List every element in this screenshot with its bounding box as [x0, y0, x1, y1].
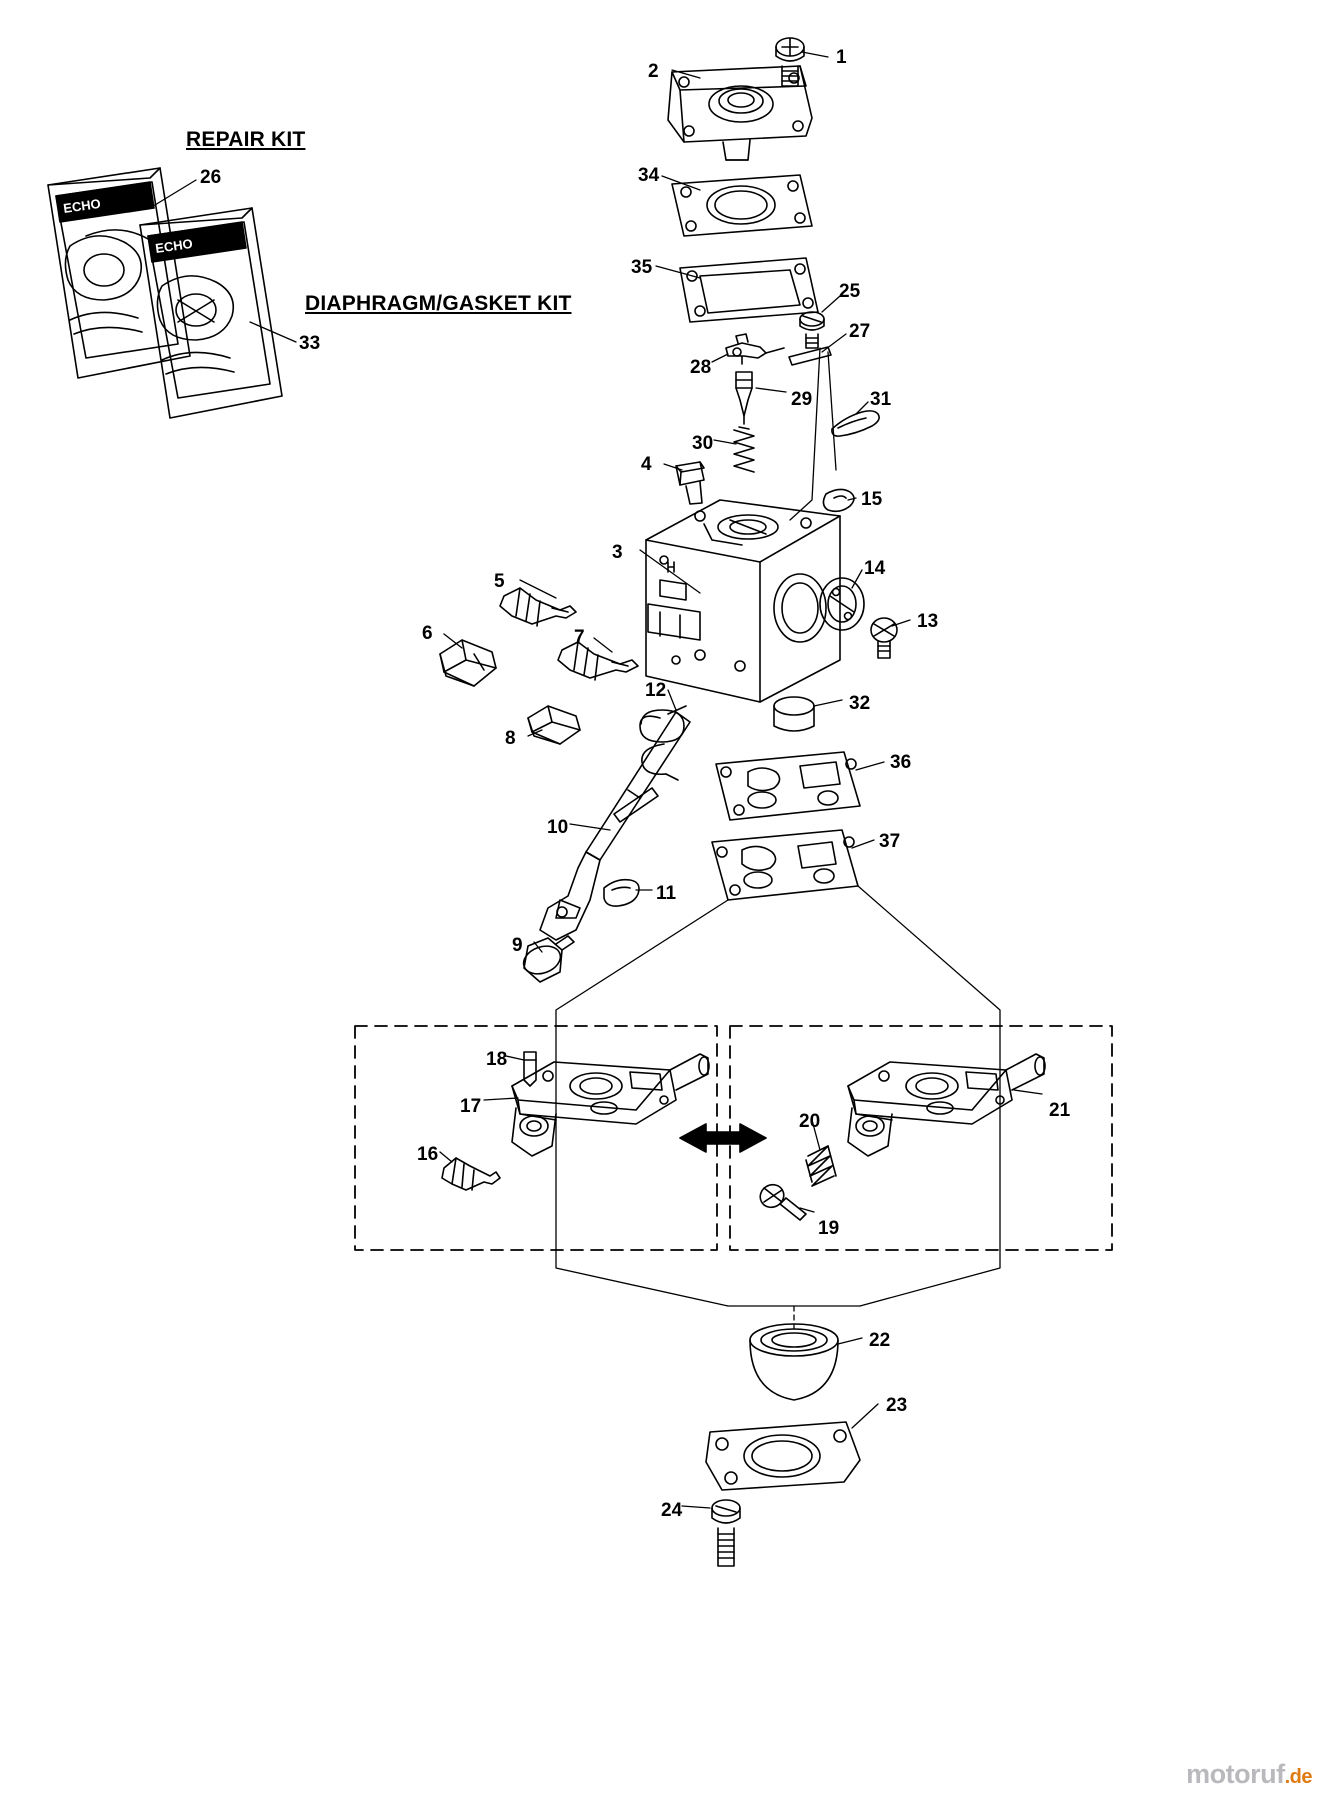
part-metering-body-21: [848, 1054, 1045, 1156]
section-title-diaphragm-gasket-kit: DIAPHRAGM/GASKET KIT: [305, 292, 572, 315]
callout-3: 3: [612, 542, 623, 563]
callout-14: 14: [864, 558, 886, 579]
callout-18: 18: [486, 1049, 508, 1070]
alternative-box-right: [730, 1026, 1112, 1250]
callout-25: 25: [839, 281, 861, 302]
callout-9: 9: [512, 935, 523, 956]
part-eclip-15: [823, 489, 854, 511]
callout-10: 10: [547, 817, 569, 838]
callout-22: 22: [869, 1330, 891, 1351]
callout-27: 27: [849, 321, 871, 342]
section-title-repair-kit: REPAIR KIT: [186, 128, 306, 151]
callout-29: 29: [791, 389, 813, 410]
callout-31: 31: [870, 389, 892, 410]
callout-32: 32: [849, 693, 871, 714]
part-screw-25: [800, 312, 824, 348]
callout-20: 20: [799, 1111, 821, 1132]
callout-37: 37: [879, 831, 901, 852]
callout-26: 26: [200, 167, 222, 188]
part-limiter-cap-8: [528, 706, 580, 744]
callout-16: 16: [417, 1144, 439, 1165]
svg-text:ECHO: ECHO: [154, 235, 194, 256]
part-metering-body-17: [512, 1054, 709, 1156]
part-spring-12: [640, 706, 686, 780]
part-needle-7: [558, 642, 638, 680]
alternatives-arrow: [680, 1124, 766, 1152]
callout-2: 2: [648, 61, 659, 82]
part-screw-19: [756, 1180, 806, 1220]
part-carburetor-body-3: [646, 500, 840, 702]
callout-1: 1: [836, 47, 847, 68]
watermark-suffix: .de: [1284, 1766, 1312, 1788]
part-plug-32: [774, 697, 814, 731]
part-screw-24: [712, 1500, 740, 1566]
part-metering-gasket-36: [716, 752, 860, 820]
part-pump-gasket-35: [680, 258, 818, 322]
callout-35: 35: [631, 257, 653, 278]
callout-36: 36: [890, 752, 912, 773]
callout-4: 4: [641, 454, 652, 475]
callout-19: 19: [818, 1218, 840, 1239]
part-fitting-4: [676, 462, 704, 504]
callout-17: 17: [460, 1096, 482, 1117]
part-primer-base-23: [706, 1422, 860, 1490]
assembly-guides: [556, 883, 1000, 1330]
part-pin-18: [524, 1052, 536, 1086]
callout-33: 33: [299, 333, 321, 354]
callout-7: 7: [574, 627, 585, 648]
part-inlet-needle-29: [736, 372, 752, 424]
leader-lines: [150, 52, 1042, 1508]
callout-13: 13: [917, 611, 939, 632]
part-pump-diaphragm-34: [672, 175, 812, 236]
part-spring-30: [734, 427, 754, 472]
part-clip-11: [604, 880, 639, 906]
part-pump-cover-2: [668, 66, 812, 160]
part-primer-bulb-22: [750, 1324, 838, 1400]
callout-8: 8: [505, 728, 516, 749]
part-screw-13: [871, 618, 897, 658]
part-roller-9: [520, 936, 574, 982]
callout-23: 23: [886, 1395, 908, 1416]
part-clip-31: [832, 411, 879, 436]
watermark-name: motoruf: [1186, 1759, 1285, 1789]
part-spring-20: [806, 1146, 836, 1186]
watermark: [1186, 1759, 1312, 1790]
callout-28: 28: [690, 357, 712, 378]
part-limiter-cap-6: [440, 640, 496, 686]
callout-21: 21: [1049, 1100, 1071, 1121]
callout-12: 12: [645, 680, 667, 701]
callout-11: 11: [656, 883, 677, 904]
svg-text:ECHO: ECHO: [62, 195, 102, 216]
part-screw-1: [776, 38, 804, 86]
part-screw-16: [442, 1158, 500, 1190]
callout-15: 15: [861, 489, 883, 510]
callout-5: 5: [494, 571, 505, 592]
callout-6: 6: [422, 623, 433, 644]
part-metering-diaphragm-37: [712, 830, 858, 900]
callout-30: 30: [692, 433, 714, 454]
callout-34: 34: [638, 165, 660, 186]
part-metering-lever-28: [726, 334, 784, 364]
part-needle-5: [500, 588, 576, 626]
callout-24: 24: [661, 1500, 683, 1521]
